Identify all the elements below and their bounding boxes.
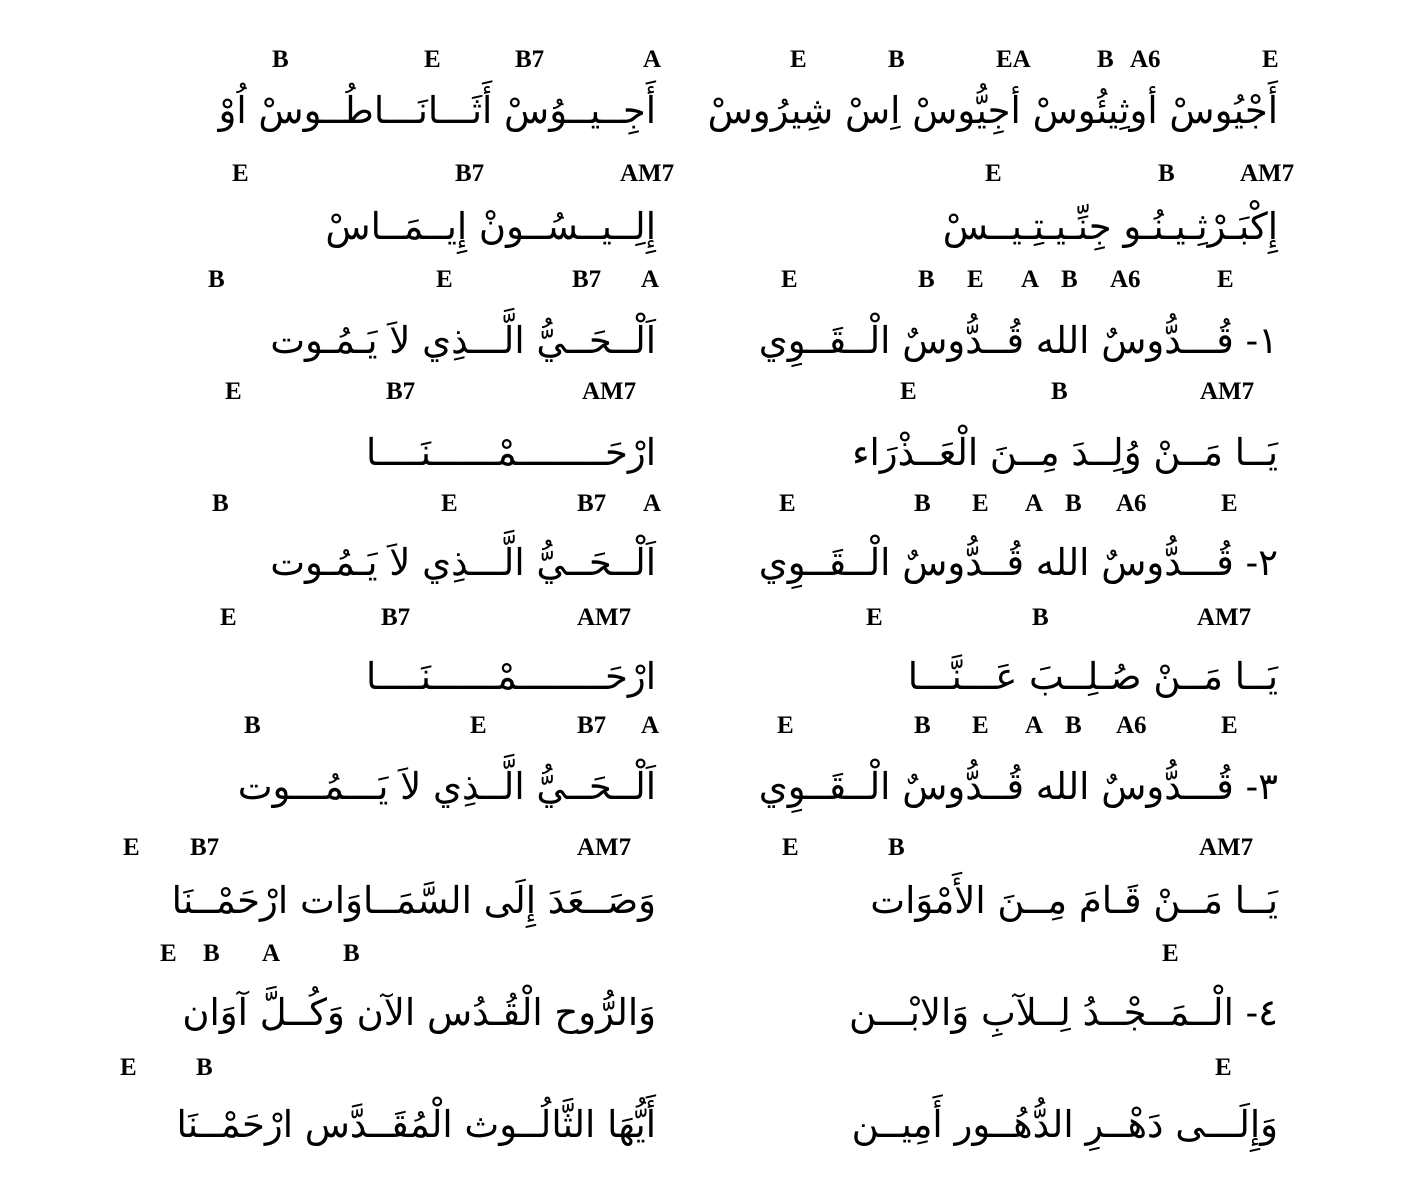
chord: E: [441, 490, 458, 517]
chord: E: [777, 712, 794, 739]
lyric-line: ١- قُـــدُّوسٌ الله قُــدُّوسٌ الْــقَــوِي: [758, 319, 1278, 362]
chord: B: [1061, 266, 1078, 293]
chord: E: [790, 46, 807, 73]
chord: B: [888, 46, 905, 73]
chord: B7: [515, 46, 545, 73]
chord: B7: [381, 604, 411, 631]
lyric-line: يَــا مَــنْ قَـامَ مِــنَ الأَمْوَات: [870, 879, 1278, 922]
chord: B: [203, 940, 220, 967]
lyric-line: إِلِــيــسُــونْ إِيــمَــاسْ: [325, 205, 656, 248]
lyric-line: أَجْيُوسْ أوثِيئُوسْ أجِيُّوسْ اِسْ شِيرُوسْ: [707, 89, 1278, 132]
chord: B: [918, 266, 935, 293]
chord: B7: [577, 490, 607, 517]
chord: B7: [190, 834, 220, 861]
chord: E: [1162, 940, 1179, 967]
chord: E: [123, 834, 140, 861]
chord: B7: [455, 160, 485, 187]
chord: A6: [1130, 46, 1161, 73]
chord: E: [1221, 712, 1238, 739]
chord: E: [232, 160, 249, 187]
chord: E: [225, 378, 242, 405]
chord: A6: [1110, 266, 1141, 293]
chord: B: [343, 940, 360, 967]
chord: B: [914, 712, 931, 739]
chord: B: [1051, 378, 1068, 405]
chord: B: [212, 490, 229, 517]
lyric-line: وَإِلَـــى دَهْــرِ الدُّهُــور أَمِيــن: [851, 1103, 1278, 1146]
lyric-line: يَــا مَــنْ صُـلِــبَ عَـــنَّـــا: [907, 655, 1278, 698]
chord: AM7: [620, 160, 675, 187]
lyric-line: اَلْــحَــيُّ الَّــذِي لاَ يَـــمُـــوت: [237, 765, 656, 808]
lyric-line: ٤- الْــمَــجْــدُ لِــلآبِ وَالابْـــن: [848, 991, 1278, 1034]
chord: AM7: [582, 378, 637, 405]
chord: E: [1221, 490, 1238, 517]
chord: E: [120, 1054, 137, 1081]
lyric-line: وَالرُّوح الْقُـدُس الآن وَكُــلَّ آوَان: [182, 991, 656, 1034]
chord: A: [1025, 712, 1044, 739]
chord: B: [244, 712, 261, 739]
lyric-line: أَيُّهَا الثَّالُــوث الْمُقَــدَّس ارْحَمْــنَا: [176, 1103, 656, 1146]
lyric-line: إِكْبَـرْثِـيـنُـو جِنِّـيـتِـيــسْ: [942, 205, 1278, 248]
chord: A: [641, 712, 660, 739]
lyric-line: ٢- قُـــدُّوسٌ الله قُــدُّوسٌ الْــقَــوِي: [758, 541, 1278, 584]
chord: B: [1158, 160, 1175, 187]
chord: AM7: [1197, 604, 1252, 631]
chord: E: [220, 604, 237, 631]
chord: A: [262, 940, 281, 967]
chord: E: [972, 712, 989, 739]
chord: B: [1097, 46, 1114, 73]
chord: A6: [1116, 490, 1147, 517]
chord: E: [779, 490, 796, 517]
chord: E: [436, 266, 453, 293]
lyric-line: اَلْــحَــيُّ الَّـــذِي لاَ يَـمُـوت: [270, 319, 656, 362]
chord: AM7: [1240, 160, 1295, 187]
chord: B: [272, 46, 289, 73]
chord: E: [781, 266, 798, 293]
chord: A: [643, 490, 662, 517]
chord: B: [196, 1054, 213, 1081]
chord: B7: [386, 378, 416, 405]
chord: B: [888, 834, 905, 861]
chord: B: [1065, 712, 1082, 739]
chord: E: [967, 266, 984, 293]
chord: E: [866, 604, 883, 631]
chord: A: [643, 46, 662, 73]
chord: B: [914, 490, 931, 517]
chord: E: [470, 712, 487, 739]
chord: A6: [1116, 712, 1147, 739]
lyric-line: وَصَــعَدَ إِلَى السَّمَــاوَات ارْحَمْــنَا: [171, 879, 656, 922]
chord: E: [1262, 46, 1279, 73]
lyric-line: يَــا مَــنْ وُلِــدَ مِــنَ الْعَــذْرَاء: [852, 431, 1278, 474]
chord: AM7: [1199, 834, 1254, 861]
chord: AM7: [577, 604, 632, 631]
chord: E: [985, 160, 1002, 187]
chord: AM7: [1200, 378, 1255, 405]
chord: E: [1215, 1054, 1232, 1081]
chord: E: [900, 378, 917, 405]
chord: B: [1032, 604, 1049, 631]
chord: A: [1021, 266, 1040, 293]
chord: B7: [572, 266, 602, 293]
chord: E: [972, 490, 989, 517]
chord: EA: [996, 46, 1031, 73]
chord: AM7: [577, 834, 632, 861]
lyric-line: ٣- قُـــدُّوسٌ الله قُــدُّوسٌ الْــقَــوِي: [758, 765, 1278, 808]
lyric-line: ارْحَــــــــمْــــــنَــــا: [366, 431, 656, 474]
lyric-line: اَلْــحَــيُّ الَّـــذِي لاَ يَـمُـوت: [270, 541, 656, 584]
chord: A: [1025, 490, 1044, 517]
chord: B: [208, 266, 225, 293]
lyric-line: أَجِــيــوُسْ أَثَـــانَـــاطُــوسْ اُوْ: [218, 89, 656, 132]
lyric-line: ارْحَــــــــمْــــــنَــــا: [366, 655, 656, 698]
chord: B: [1065, 490, 1082, 517]
chord: E: [782, 834, 799, 861]
chord: E: [424, 46, 441, 73]
chord: E: [1217, 266, 1234, 293]
chord: B7: [577, 712, 607, 739]
chord: A: [641, 266, 660, 293]
chord: E: [160, 940, 177, 967]
